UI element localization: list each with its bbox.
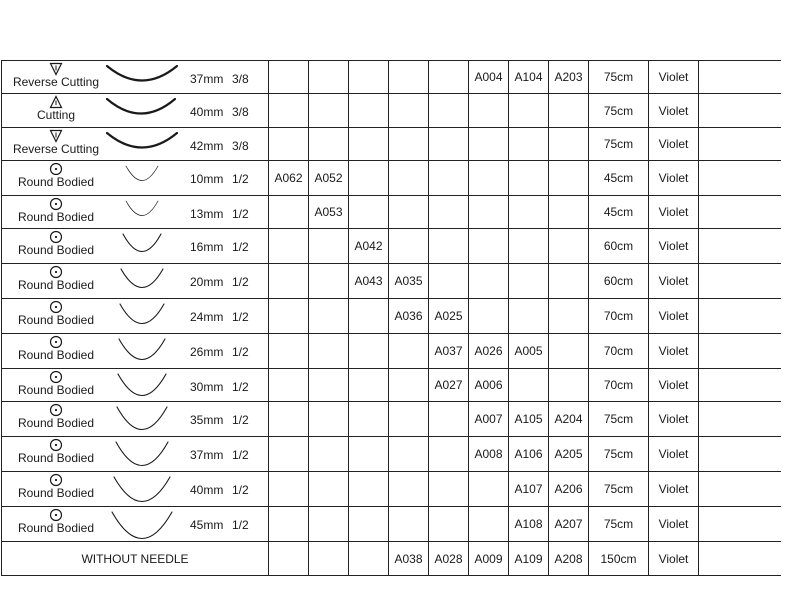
suture-length: 60cm <box>589 229 649 264</box>
suture-color: Violet <box>649 94 699 128</box>
product-code-cell <box>309 369 349 402</box>
needle-type <box>6 95 106 122</box>
table-row <box>2 94 781 128</box>
needle-curvature: 3/8 <box>232 72 249 86</box>
product-code-cell <box>349 61 389 94</box>
needle-size: 16mm <box>190 240 224 254</box>
product-code-cell <box>509 369 549 402</box>
product-code-cell <box>349 196 389 229</box>
needle-curvature: 1/2 <box>232 207 249 221</box>
empty-margin-cell <box>699 402 781 437</box>
product-code-cell: A027 <box>429 369 469 402</box>
product-code-cell <box>269 507 309 542</box>
table-row <box>2 507 781 542</box>
suture-length: 75cm <box>589 402 649 437</box>
needle-type <box>6 265 106 292</box>
table-row <box>2 196 781 229</box>
product-code-cell <box>389 334 429 369</box>
product-code-cell <box>389 507 429 542</box>
needle-type-label: Round Bodied <box>17 451 95 465</box>
needle-curve-icon <box>119 303 165 331</box>
product-code-cell <box>549 264 589 299</box>
round-bodied-icon <box>6 508 106 522</box>
product-code-cell: A028 <box>429 542 469 576</box>
product-code-cell <box>349 161 389 196</box>
product-code-cell <box>349 334 389 369</box>
table-row-without-needle <box>2 542 781 576</box>
product-code-cell <box>469 229 509 264</box>
product-code-cell <box>269 229 309 264</box>
needle-curve-icon <box>113 476 171 507</box>
needle-curve-icon <box>117 373 167 402</box>
product-code-cell <box>429 472 469 507</box>
product-code-cell <box>509 264 549 299</box>
empty-margin-cell <box>699 542 781 576</box>
product-code-cell: A205 <box>549 437 589 472</box>
needle-type <box>6 197 106 224</box>
product-code-cell <box>269 472 309 507</box>
needle-description-cell <box>2 472 269 507</box>
product-code-cell <box>269 402 309 437</box>
needle-type-label: Cutting <box>36 108 76 122</box>
needle-size: 42mm <box>190 139 224 153</box>
product-code-cell: A062 <box>269 161 309 196</box>
suture-color: Violet <box>649 402 699 437</box>
table-row <box>2 299 781 334</box>
product-code-cell: A008 <box>469 437 509 472</box>
reverse-cutting-icon <box>6 62 106 76</box>
needle-curve-icon <box>115 441 169 472</box>
table-row <box>2 437 781 472</box>
product-code-cell <box>349 507 389 542</box>
table-row <box>2 61 781 94</box>
needle-curve-icon <box>111 511 173 542</box>
suture-color: Violet <box>649 507 699 542</box>
table-row <box>2 402 781 437</box>
needle-curvature: 1/2 <box>232 380 249 394</box>
needle-curvature: 1/2 <box>232 172 249 186</box>
product-code-cell <box>389 437 429 472</box>
round-bodied-icon <box>6 370 106 384</box>
needle-type-label: Round Bodied <box>17 313 95 327</box>
product-code-cell: A038 <box>389 542 429 576</box>
product-code-cell <box>429 507 469 542</box>
needle-curvature: 1/2 <box>232 240 249 254</box>
needle-type-label: Round Bodied <box>17 278 95 292</box>
needle-size: 10mm <box>190 172 224 186</box>
needle-type <box>6 370 106 397</box>
empty-margin-cell <box>699 334 781 369</box>
needle-curve-icon <box>120 268 164 295</box>
table-body <box>2 61 781 576</box>
round-bodied-icon <box>6 403 106 417</box>
product-code-cell: A108 <box>509 507 549 542</box>
needle-description-cell <box>2 402 269 437</box>
product-code-cell: A005 <box>509 334 549 369</box>
table-row <box>2 264 781 299</box>
product-code-cell <box>349 437 389 472</box>
empty-margin-cell <box>699 229 781 264</box>
product-code-cell <box>469 161 509 196</box>
product-code-cell <box>429 161 469 196</box>
needle-type-label: Round Bodied <box>17 348 95 362</box>
table-row <box>2 369 781 402</box>
product-code-cell: A052 <box>309 161 349 196</box>
product-code-cell <box>269 299 309 334</box>
product-code-cell <box>349 472 389 507</box>
needle-curvature: 1/2 <box>232 413 249 427</box>
suture-color: Violet <box>649 542 699 576</box>
product-code-cell: A105 <box>509 402 549 437</box>
product-code-cell: A043 <box>349 264 389 299</box>
needle-description-cell <box>2 369 269 402</box>
product-code-cell <box>309 334 349 369</box>
product-code-cell: A006 <box>469 369 509 402</box>
product-code-cell <box>349 299 389 334</box>
needle-type <box>6 335 106 362</box>
needle-size: 26mm <box>190 345 224 359</box>
product-code-cell <box>269 542 309 576</box>
product-code-cell <box>549 128 589 161</box>
without-needle-cell <box>2 542 269 576</box>
needle-size: 35mm <box>190 413 224 427</box>
product-code-cell <box>469 264 509 299</box>
product-code-cell: A104 <box>509 61 549 94</box>
round-bodied-icon <box>6 473 106 487</box>
suture-length: 75cm <box>589 472 649 507</box>
needle-description-cell <box>2 229 269 264</box>
product-code-cell <box>389 161 429 196</box>
suture-length: 60cm <box>589 264 649 299</box>
suture-length: 75cm <box>589 94 649 128</box>
needle-description-cell <box>2 437 269 472</box>
suture-length: 70cm <box>589 334 649 369</box>
needle-size: 37mm <box>190 448 224 462</box>
suture-color: Violet <box>649 196 699 229</box>
product-code-cell: A025 <box>429 299 469 334</box>
needle-curvature: 1/2 <box>232 518 249 532</box>
product-code-cell: A106 <box>509 437 549 472</box>
product-code-cell <box>389 402 429 437</box>
product-code-cell <box>429 437 469 472</box>
needle-description-cell <box>2 128 269 161</box>
needle-curve-icon <box>106 65 178 86</box>
empty-margin-cell <box>699 61 781 94</box>
product-code-cell <box>469 196 509 229</box>
needle-size: 13mm <box>190 207 224 221</box>
needle-curve-icon <box>125 200 159 223</box>
needle-type <box>6 473 106 500</box>
product-code-cell <box>509 229 549 264</box>
needle-curve-icon <box>116 406 168 437</box>
needle-type-label: Round Bodied <box>17 486 95 500</box>
needle-type-label: Round Bodied <box>17 175 95 189</box>
empty-margin-cell <box>699 128 781 161</box>
empty-margin-cell <box>699 369 781 402</box>
needle-size: 20mm <box>190 275 224 289</box>
product-code-cell <box>549 161 589 196</box>
product-code-cell <box>309 94 349 128</box>
round-bodied-icon <box>6 265 106 279</box>
product-code-cell <box>389 472 429 507</box>
product-code-cell <box>469 472 509 507</box>
product-code-cell <box>429 128 469 161</box>
product-code-cell: A207 <box>549 507 589 542</box>
suture-color: Violet <box>649 61 699 94</box>
product-code-cell <box>509 94 549 128</box>
product-code-cell: A009 <box>469 542 509 576</box>
needle-size: 37mm <box>190 72 224 86</box>
empty-margin-cell <box>699 161 781 196</box>
suture-color: Violet <box>649 229 699 264</box>
empty-margin-cell <box>699 472 781 507</box>
needle-curve-icon <box>122 233 162 259</box>
needle-curve-icon <box>106 98 176 119</box>
product-code-cell <box>269 264 309 299</box>
product-code-cell <box>389 229 429 264</box>
product-code-cell: A004 <box>469 61 509 94</box>
suture-length: 75cm <box>589 437 649 472</box>
empty-margin-cell <box>699 507 781 542</box>
product-code-cell <box>549 94 589 128</box>
reverse-cutting-icon <box>6 129 106 143</box>
suture-length: 75cm <box>589 61 649 94</box>
empty-margin-cell <box>699 264 781 299</box>
needle-curvature: 3/8 <box>232 139 249 153</box>
product-code-cell: A036 <box>389 299 429 334</box>
product-code-cell <box>429 264 469 299</box>
needle-size: 24mm <box>190 310 224 324</box>
needle-curve-icon <box>118 338 166 367</box>
suture-color: Violet <box>649 437 699 472</box>
suture-color: Violet <box>649 161 699 196</box>
product-code-cell <box>429 61 469 94</box>
suture-color: Violet <box>649 128 699 161</box>
needle-curvature: 1/2 <box>232 483 249 497</box>
product-code-cell <box>469 507 509 542</box>
product-code-cell <box>429 196 469 229</box>
product-code-cell <box>309 507 349 542</box>
table-row <box>2 128 781 161</box>
without-needle-label: WITHOUT NEEDLE <box>81 551 189 566</box>
suture-length: 75cm <box>589 507 649 542</box>
product-code-cell <box>269 437 309 472</box>
needle-size: 40mm <box>190 483 224 497</box>
needle-type <box>6 438 106 465</box>
cutting-icon <box>6 95 106 109</box>
product-code-cell <box>269 196 309 229</box>
product-code-cell <box>349 94 389 128</box>
product-code-cell <box>549 229 589 264</box>
product-code-cell <box>549 369 589 402</box>
needle-type <box>6 403 106 430</box>
product-code-cell: A042 <box>349 229 389 264</box>
needle-type <box>6 162 106 189</box>
round-bodied-icon <box>6 230 106 244</box>
product-code-cell <box>429 229 469 264</box>
empty-margin-cell <box>699 437 781 472</box>
suture-length: 150cm <box>589 542 649 576</box>
product-code-cell: A037 <box>429 334 469 369</box>
needle-curvature: 3/8 <box>232 105 249 119</box>
product-code-cell <box>309 128 349 161</box>
product-code-cell <box>469 128 509 161</box>
product-code-cell <box>309 299 349 334</box>
product-code-cell <box>349 369 389 402</box>
product-code-cell <box>389 94 429 128</box>
round-bodied-icon <box>6 300 106 314</box>
suture-color: Violet <box>649 299 699 334</box>
product-code-cell <box>549 299 589 334</box>
needle-type <box>6 230 106 257</box>
needle-description-cell <box>2 196 269 229</box>
round-bodied-icon <box>6 438 106 452</box>
table-row <box>2 161 781 196</box>
product-code-cell <box>309 437 349 472</box>
product-code-cell <box>509 161 549 196</box>
suture-color: Violet <box>649 334 699 369</box>
product-code-cell <box>509 128 549 161</box>
needle-curvature: 1/2 <box>232 345 249 359</box>
round-bodied-icon <box>6 197 106 211</box>
needle-curvature: 1/2 <box>232 275 249 289</box>
needle-curvature: 1/2 <box>232 448 249 462</box>
needle-type-label: Round Bodied <box>17 416 95 430</box>
empty-margin-cell <box>699 299 781 334</box>
product-code-cell <box>349 402 389 437</box>
product-code-cell <box>269 61 309 94</box>
product-code-cell <box>309 472 349 507</box>
product-code-cell <box>389 61 429 94</box>
product-code-cell: A107 <box>509 472 549 507</box>
needle-type-label: Round Bodied <box>17 210 95 224</box>
suture-length: 75cm <box>589 128 649 161</box>
product-code-cell <box>509 196 549 229</box>
product-code-cell <box>429 402 469 437</box>
needle-description-cell <box>2 94 269 128</box>
table-row <box>2 229 781 264</box>
product-code-cell: A026 <box>469 334 509 369</box>
product-code-cell <box>349 128 389 161</box>
needle-type-label: Round Bodied <box>17 243 95 257</box>
needle-curvature: 1/2 <box>232 310 249 324</box>
suture-length: 45cm <box>589 196 649 229</box>
product-code-cell: A203 <box>549 61 589 94</box>
needle-type-label: Round Bodied <box>17 383 95 397</box>
suture-length: 45cm <box>589 161 649 196</box>
needle-type <box>6 508 106 535</box>
product-code-cell <box>269 128 309 161</box>
needle-description-cell <box>2 264 269 299</box>
needle-description-cell <box>2 507 269 542</box>
suture-table-wrap <box>0 60 800 566</box>
product-code-cell <box>309 229 349 264</box>
product-code-cell <box>389 369 429 402</box>
needle-description-cell <box>2 334 269 369</box>
product-code-cell: A035 <box>389 264 429 299</box>
product-code-cell <box>269 369 309 402</box>
needle-type <box>6 62 106 89</box>
product-code-cell <box>349 542 389 576</box>
needle-description-cell <box>2 299 269 334</box>
product-code-cell <box>469 299 509 334</box>
needle-description-cell <box>2 61 269 94</box>
round-bodied-icon <box>6 162 106 176</box>
needle-size: 30mm <box>190 380 224 394</box>
product-code-cell <box>269 94 309 128</box>
product-code-cell <box>469 94 509 128</box>
empty-margin-cell <box>699 196 781 229</box>
product-code-cell <box>309 402 349 437</box>
needle-type <box>6 129 106 156</box>
product-code-cell <box>429 94 469 128</box>
product-code-cell <box>309 264 349 299</box>
needle-type-label: Reverse Cutting <box>12 142 100 156</box>
table-row <box>2 472 781 507</box>
product-code-cell <box>389 196 429 229</box>
needle-curve-icon <box>125 165 159 188</box>
suture-color: Violet <box>649 369 699 402</box>
product-code-cell <box>549 196 589 229</box>
suture-length: 70cm <box>589 369 649 402</box>
product-code-cell <box>309 61 349 94</box>
product-code-cell <box>269 334 309 369</box>
empty-margin-cell <box>699 94 781 128</box>
product-code-cell: A208 <box>549 542 589 576</box>
needle-size: 40mm <box>190 105 224 119</box>
suture-color: Violet <box>649 264 699 299</box>
needle-curve-icon <box>106 132 178 153</box>
needle-size: 45mm <box>190 518 224 532</box>
product-code-cell <box>549 334 589 369</box>
product-code-cell <box>509 299 549 334</box>
needle-type <box>6 300 106 327</box>
product-code-cell <box>309 542 349 576</box>
product-code-cell: A007 <box>469 402 509 437</box>
table-row <box>2 334 781 369</box>
product-code-cell: A053 <box>309 196 349 229</box>
round-bodied-icon <box>6 335 106 349</box>
product-code-cell: A204 <box>549 402 589 437</box>
needle-type-label: Round Bodied <box>17 521 95 535</box>
product-code-cell <box>389 128 429 161</box>
needle-type-label: Reverse Cutting <box>12 75 100 89</box>
suture-length: 70cm <box>589 299 649 334</box>
product-code-cell: A206 <box>549 472 589 507</box>
suture-table <box>1 60 781 576</box>
needle-description-cell <box>2 161 269 196</box>
suture-color: Violet <box>649 472 699 507</box>
product-code-cell: A109 <box>509 542 549 576</box>
